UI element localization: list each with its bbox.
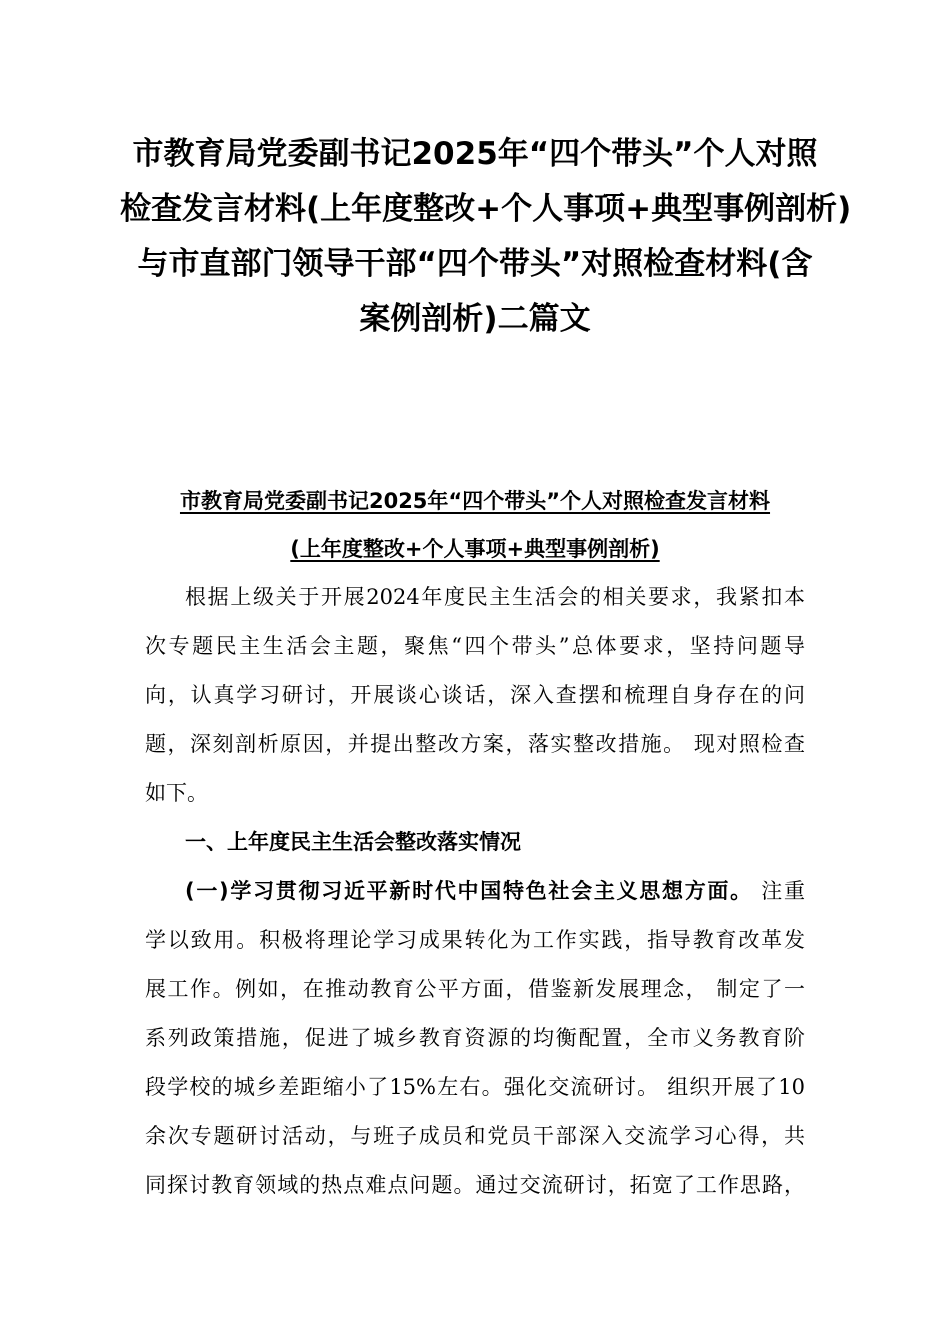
intro-line-2: 次专题民主生活会主题，聚焦“四个带头”总体要求，坚持问题导 — [145, 634, 805, 658]
subsection-line-6: 同探讨教育领域的热点难点问题。通过交流研讨，拓宽了工作思路， — [145, 1173, 805, 1197]
cover-title-line-2: 检查发言材料(上年度整改+个人事项+典型事例剖析) — [120, 191, 852, 227]
subsection-line-4: 段学校的城乡差距缩小了15%左右。强化交流研讨。 组织开展了10 — [145, 1075, 805, 1099]
section-heading: 一、上年度民主生活会整改落实情况 — [185, 830, 521, 854]
article-title-line-1: 市教育局党委副书记2025年“四个带头”个人对照检查发言材料 — [179, 489, 771, 513]
subsection-lead: (一)学习贯彻习近平新时代中国特色社会主义思想方面。 — [185, 879, 753, 903]
subsection-line-1: 学以致用。积极将理论学习成果转化为工作实践，指导教育改革发 — [145, 928, 805, 952]
intro-line-3: 向，认真学习研讨，开展谈心谈话，深入查摆和梳理自身存在的问 — [145, 683, 805, 707]
subsection-first-tail: 注重 — [752, 879, 805, 903]
article-title — [145, 477, 805, 573]
intro-line-1: 根据上级关于开展2024年度民主生活会的相关要求，我紧扣本 — [185, 585, 805, 609]
article-body — [145, 573, 805, 1210]
cover-title-line-1: 市教育局党委副书记2025年“四个带头”个人对照 — [132, 136, 818, 172]
intro-line-4: 题，深刻剖析原因，并提出整改方案，落实整改措施。 现对照检查 — [145, 732, 805, 756]
subsection-line-5: 余次专题研讨活动，与班子成员和党员干部深入交流学习心得，共 — [145, 1124, 805, 1148]
intro-line-5: 如下。 — [145, 781, 208, 805]
cover-title-line-3: 与市直部门领导干部“四个带头”对照检查材料(含 — [137, 246, 813, 282]
article-title-line-2: (上年度整改+个人事项+典型事例剖析) — [290, 537, 660, 561]
subsection-line-2: 展工作。例如，在推动教育公平方面，借鉴新发展理念， 制定了一 — [145, 977, 805, 1001]
subsection-first-line — [145, 867, 805, 916]
subsection-line-3: 系列政策措施，促进了城乡教育资源的均衡配置，全市义务教育阶 — [145, 1026, 805, 1050]
cover-title-line-4: 案例剖析)二篇文 — [359, 301, 591, 337]
cover-title — [120, 127, 852, 347]
article — [145, 477, 805, 1210]
